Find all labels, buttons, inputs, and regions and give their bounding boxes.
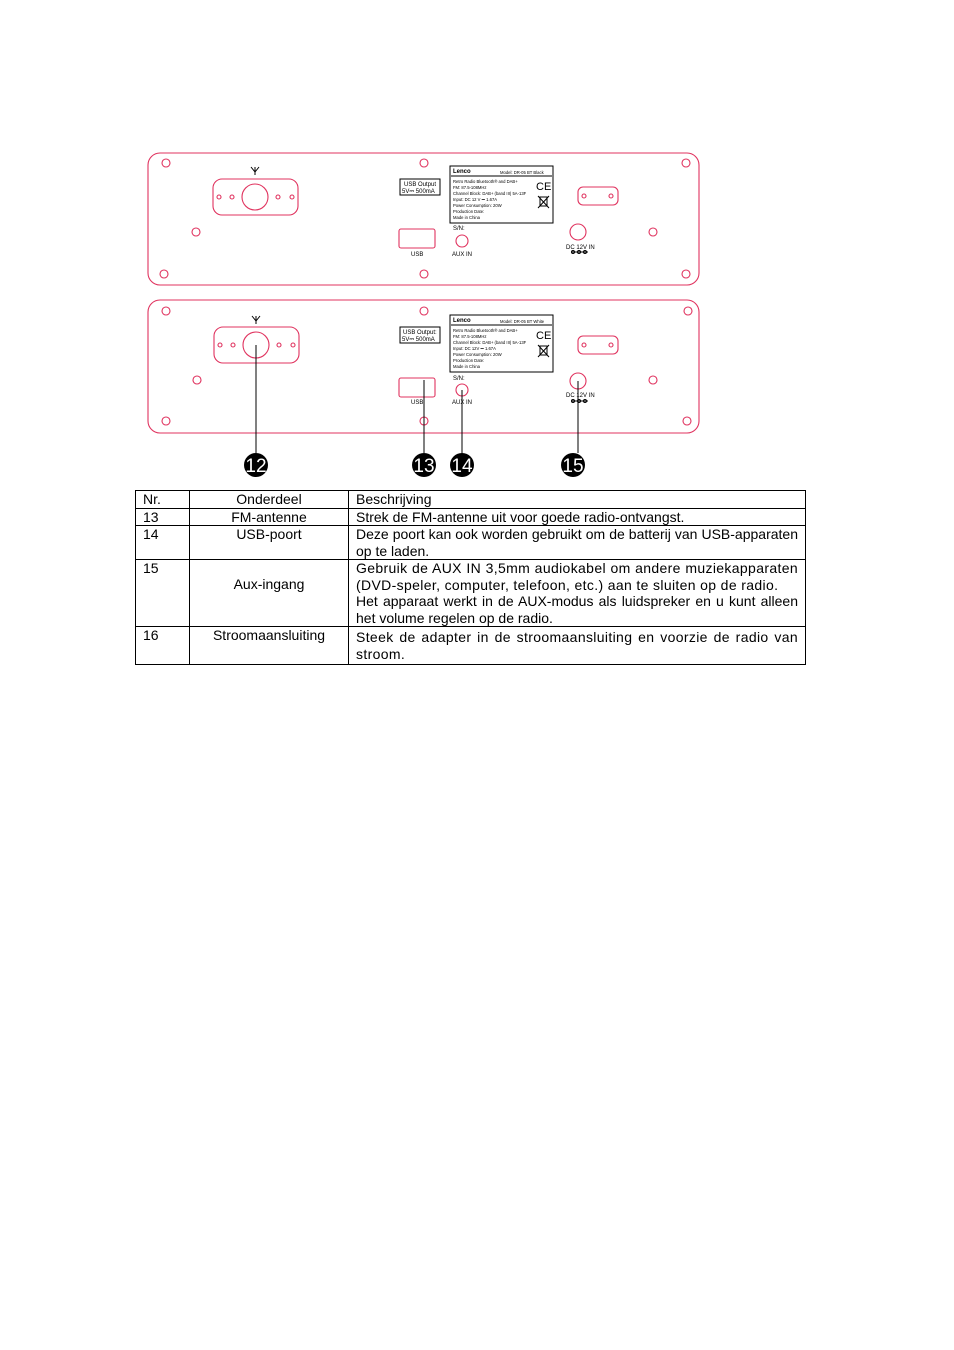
header-nr: Nr.: [136, 491, 190, 509]
table-header-row: [136, 491, 806, 509]
label-line: Production Date:: [453, 209, 485, 214]
screw-hole: [682, 270, 690, 278]
row-desc-paragraph: Gebruik de AUX IN 3,5mm audiokabel om andere muziekapparaten (DVD-speler, computer, telefoon, etc.) aan te sluiten op de radio.: [356, 560, 798, 593]
screw-hole: [160, 270, 168, 278]
screw-hole: [682, 159, 690, 167]
fm-antenna-plate: [213, 179, 298, 215]
usb-port-label: USB: [411, 400, 424, 406]
usb-output-text: USB Output:: [403, 330, 437, 336]
row-desc-paragraph: Het apparaat werkt in de AUX-modus als luidspreker en u kunt alleen het volume regelen op de radio.: [356, 593, 798, 626]
screw-hole: [420, 159, 428, 167]
rating-label: [450, 166, 553, 223]
label-line: Made in China: [453, 215, 481, 220]
row-desc: Steek de adapter in de stroomaansluiting en voorzie de radio van stroom.: [349, 627, 806, 665]
rear-panel-diagram: [0, 0, 954, 490]
screw-hole: [684, 307, 692, 315]
usb-output-spec: 5V⎓ 500mA: [402, 337, 435, 343]
header-onderdeel: Onderdeel: [190, 491, 349, 509]
rear-panel-top: [148, 153, 699, 285]
screw-hole: [192, 228, 200, 236]
screw-hole: [420, 270, 428, 278]
table-row: [136, 508, 806, 526]
screw-hole: [683, 417, 691, 425]
screw-hole: [649, 376, 657, 384]
weee-bin-icon: [538, 345, 549, 357]
label-line: Channel Block: DAB+ (band III) 5A-13F: [453, 191, 527, 196]
label-line: Input: DC 12V ⎓ 1.67A: [453, 346, 496, 351]
screw-hole: [162, 159, 170, 167]
label-line: Made in China: [453, 364, 481, 369]
usb-output-spec: 5V⎓ 500mA: [402, 189, 435, 195]
callout-15: [561, 453, 585, 477]
label-line: Power Consumption: 20W: [453, 352, 502, 357]
label-line: FM: 87.5-108MHz: [453, 334, 487, 339]
row-part: USB-poort: [190, 526, 349, 560]
usb-port-label: USB: [411, 252, 424, 258]
callout-14: [450, 453, 474, 477]
rating-label: [450, 315, 553, 372]
callout-number: 12: [245, 456, 267, 477]
usb-output-label: [400, 327, 440, 343]
callout-13: [412, 453, 436, 477]
table-row: [136, 526, 806, 560]
brand-logo-text: Lenco: [453, 318, 471, 324]
row-nr: 16: [136, 627, 190, 665]
row-desc: [349, 560, 806, 627]
mount-slot: [578, 336, 618, 354]
callout-number: 13: [413, 456, 435, 477]
model-text: Model: DR-05 BT Black: [500, 170, 544, 175]
mount-slot: [578, 187, 618, 205]
label-line: Power Consumption: 20W: [453, 203, 502, 208]
usb-port: [399, 229, 435, 248]
row-part: Aux-ingang: [190, 560, 349, 627]
label-line: Retro Radio Bluetooth® and DAB+: [453, 179, 518, 184]
label-line: FM: 87.5-108MHz: [453, 185, 487, 190]
antenna-icon: [251, 167, 259, 175]
ce-mark-icon: CE: [536, 181, 552, 193]
aux-in-label: AUX IN: [452, 252, 473, 258]
dc-polarity-icon: [571, 251, 588, 254]
callout-number: 15: [562, 456, 584, 477]
ce-mark-icon: CE: [536, 330, 552, 342]
weee-bin-icon: [538, 196, 549, 208]
table-row: [136, 627, 806, 665]
dc-in-jack: [570, 224, 586, 240]
parts-table: [135, 490, 806, 665]
dc-in-label: DC 12V IN: [566, 245, 595, 251]
brand-logo-text: Lenco: [453, 169, 471, 175]
screw-hole: [162, 307, 170, 315]
label-line: Retro Radio Bluetooth® and DAB+: [453, 328, 518, 333]
label-line: Input: DC 12 V ⎓ 1.67A: [453, 197, 498, 202]
dc-in-label: DC 12V IN: [566, 393, 595, 399]
row-desc: Deze poort kan ook worden gebruikt om de batterij van USB-apparaten op te laden.: [349, 526, 806, 560]
row-nr: 15: [136, 560, 190, 627]
usb-output-text: USB Output: [404, 182, 437, 188]
callout-leaders: [256, 345, 578, 453]
aux-in-jack: [456, 235, 468, 247]
header-beschrijving: Beschrijving: [349, 491, 806, 509]
label-line: Channel Block: DAB+ (band III) 5A-13F: [453, 340, 527, 345]
antenna-icon: [252, 316, 260, 324]
screw-hole: [162, 417, 170, 425]
usb-output-label: [400, 179, 440, 195]
aux-in-label: AUX IN: [452, 400, 473, 406]
table-row: [136, 560, 806, 627]
label-line: Production Date:: [453, 358, 485, 363]
screw-hole: [420, 307, 428, 315]
serial-number-label: S/N:: [453, 226, 465, 232]
usb-port: [399, 378, 435, 397]
model-text: Model: DR-05 BT White: [500, 319, 545, 324]
row-part: Stroomaansluiting: [190, 627, 349, 665]
screw-hole: [193, 376, 201, 384]
callout-number: 14: [451, 456, 473, 477]
serial-number-label: S/N:: [453, 376, 465, 382]
row-part: FM-antenne: [190, 508, 349, 526]
screw-hole: [649, 228, 657, 236]
dc-polarity-icon: [571, 400, 588, 403]
callout-12: [244, 453, 268, 477]
panel-outline: [148, 153, 699, 285]
row-nr: 14: [136, 526, 190, 560]
row-nr: 13: [136, 508, 190, 526]
row-desc: Strek de FM-antenne uit voor goede radio-ontvangst.: [349, 508, 806, 526]
